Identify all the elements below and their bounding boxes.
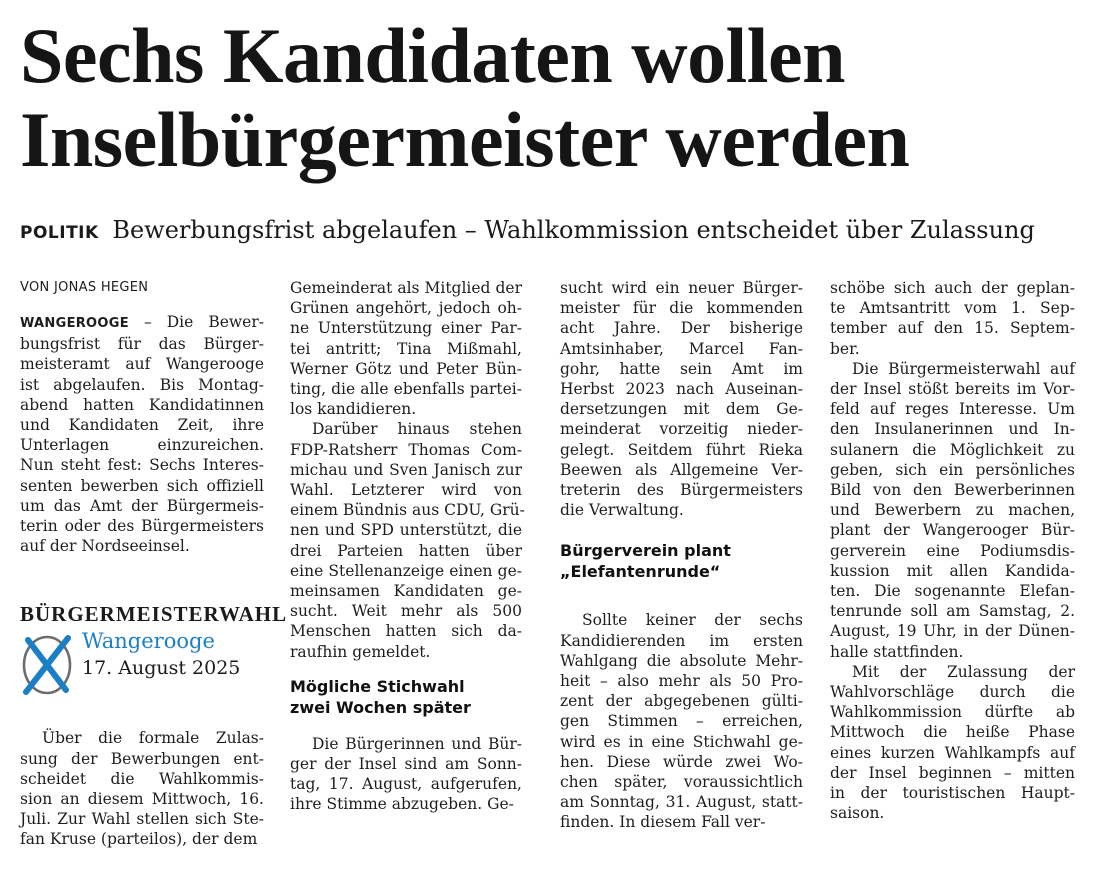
text-line: terin oder des Bürgermeisters <box>20 517 264 536</box>
text-line: Amtsinhaber, Marcel Fan- <box>560 339 803 358</box>
text-line: Die Bürgerinnen und Bür- <box>312 734 522 753</box>
text-line: Unterlagen einzureichen. <box>20 436 264 455</box>
ballot-cross-icon <box>20 630 78 696</box>
text-line: Sollte keiner der sechs <box>582 611 803 630</box>
section-kicker: POLITIK <box>20 223 99 243</box>
text-line: eine Stellenanzeige einen ge- <box>290 561 522 580</box>
text-line: Darüber hinaus stehen <box>312 420 522 439</box>
logo-place: Wangerooge <box>82 629 215 653</box>
text-line: Grünen angehört, jedoch oh- <box>290 299 522 318</box>
text-line: geben, sich ein persönliches <box>830 460 1075 479</box>
text-line: WANGEROOGE – Die Bewer- <box>20 313 264 331</box>
text-line: sucht wird ein neuer Bürger- <box>560 279 803 297</box>
subheading-line: zwei Wochen später <box>290 697 471 717</box>
text-line: Wahlgang die absolute Mehr- <box>560 651 803 670</box>
dateline: WANGEROOGE <box>20 316 129 331</box>
text-line: gen Stimmen – erreichen, <box>560 712 803 731</box>
text-line: feld auf reges Interesse. Um <box>830 400 1075 419</box>
text-line: hen. Diese würde zwei Wo- <box>560 752 803 771</box>
section-subheading <box>290 676 522 718</box>
paragraph <box>560 610 803 832</box>
text-line: meisteramt auf Wangerooge <box>20 355 264 374</box>
text-line: finden. In diesem Fall ver- <box>560 813 766 832</box>
logo-title: BÜRGERMEISTERWAHL <box>20 602 288 626</box>
paragraph <box>830 359 1075 662</box>
text-line: los kandidieren. <box>290 400 417 419</box>
text-line: die Verwaltung. <box>560 501 684 520</box>
column-1 <box>20 278 264 850</box>
text-line: heit – also mehr als 50 Pro- <box>560 672 803 691</box>
text-line: ting, die alle ebenfalls partei- <box>290 380 522 399</box>
text-line: Über die formale Zulas- <box>42 729 264 748</box>
text-line: auf der Nordseeinsel. <box>20 537 190 556</box>
text-line: raufhin gemeldet. <box>290 642 431 661</box>
text-line: plant der Wangerooger Bür- <box>830 521 1075 540</box>
intro-paragraph <box>20 312 264 556</box>
text-line: August, 19 Uhr, in der Dünen- <box>830 622 1075 641</box>
text-line: ne Unterstützung einer Par- <box>290 319 522 338</box>
text-line: ihre Stimme abzugeben. Ge- <box>290 795 514 814</box>
text-line: treterin des Bürgermeisters <box>560 481 803 500</box>
paragraph <box>290 734 522 815</box>
text-line: saison. <box>830 804 885 823</box>
text-line: sung der Bewerbungen ent- <box>20 749 264 768</box>
text-line: drei Parteien hatten über <box>290 541 522 560</box>
subheading-line: Mögliche Stichwahl <box>290 676 465 696</box>
logo-date: 17. August 2025 <box>82 657 241 679</box>
column-4 <box>830 278 1075 823</box>
text-line: meinsamen Kandidaten ge- <box>290 582 522 601</box>
text-line: schöbe sich auch der geplan- <box>830 279 1075 297</box>
text-line: michau und Sven Janisch zur <box>290 460 522 479</box>
text-line: ber. <box>830 339 860 358</box>
text-line: te Amtsantritt vom 1. Sep- <box>830 299 1075 318</box>
text-line: sulanern die Möglichkeit zu <box>830 440 1075 459</box>
text-line: Gemeinderat als Mitglied der <box>290 279 522 297</box>
text-line: scheidet die Wahlkommis- <box>20 769 264 788</box>
text-line: ten. Die sogenannte Elefan- <box>830 582 1075 601</box>
text-line: meister für die kommenden <box>560 299 803 318</box>
text-line: Mit der Zulassung der <box>852 662 1075 681</box>
text-line: Nun steht fest: Sechs Interes- <box>20 456 264 475</box>
text-line: Werner Götz und Peter Bün- <box>290 359 522 378</box>
paragraph <box>20 728 264 849</box>
text-line: kussion mit allen Kandida- <box>830 561 1075 580</box>
text-line: FDP-Ratsherr Thomas Com- <box>290 440 522 459</box>
text-line: zent der abgegebenen gülti- <box>560 692 803 711</box>
paragraph <box>830 662 1075 824</box>
subheading-line: Bürgerverein plant <box>560 541 731 561</box>
text-line: tenrunde soll am Samstag, 2. <box>830 602 1075 621</box>
text-line: in der touristischen Haupt- <box>830 784 1075 803</box>
section-subheading <box>560 540 803 582</box>
column-3 <box>560 278 803 833</box>
text-line: Bild von den Bewerberinnen <box>830 481 1075 500</box>
paragraph <box>290 419 525 661</box>
text-line: tag, 17. August, aufgerufen, <box>290 775 522 794</box>
text-line: nen und SPD unterstützt, die <box>290 521 522 540</box>
text-line: Wahlvorschläge durch die <box>830 683 1075 702</box>
text-line: chen später, voraussichtlich <box>560 773 803 792</box>
text-line: meinderat vorzeitig nieder- <box>560 420 803 439</box>
headline <box>20 14 1090 182</box>
text-line: ger der Insel sind am Sonn- <box>290 755 522 774</box>
text-line: gerverein eine Podiumsdis- <box>830 541 1075 560</box>
text-line: ist abgelaufen. Bis Montag- <box>20 375 264 394</box>
text-line: gelegt. Seitdem führt Rieka <box>560 440 803 459</box>
text-line: den Insulanerinnen und In- <box>830 420 1075 439</box>
paragraph <box>830 278 1075 359</box>
text-line: Wahl. Letzterer wird von <box>290 481 522 500</box>
text-line: Mittwoch die heiße Phase <box>830 723 1075 742</box>
text-line: Menschen hatten sich da- <box>290 622 522 641</box>
text-line: abend hatten Kandidatinnen <box>20 395 264 414</box>
subheadline-text: Bewerbungsfrist abgelaufen – Wahlkommission entscheidet über Zulassung <box>112 216 1035 244</box>
text-line: Herbst 2023 nach Auseinan- <box>560 380 803 399</box>
subheadline <box>20 213 1090 250</box>
text-line: acht Jahre. Der bisherige <box>560 319 803 338</box>
text-line: der Insel stößt bereits im Vor- <box>830 380 1075 399</box>
column-2 <box>290 278 525 815</box>
text-line: dersetzungen mit dem Ge- <box>560 400 803 419</box>
subheading-line: „Elefantenrunde“ <box>560 562 721 582</box>
text-line: Wahlkommission dürfte ab <box>830 703 1075 722</box>
text-line: Beewen als Allgemeine Ver- <box>560 460 803 479</box>
text-line: tei antritt; Tina Mißmahl, <box>290 339 522 358</box>
text-line: gohr, hatte sein Amt im <box>560 359 803 378</box>
paragraph <box>560 278 803 520</box>
text-line: bungsfrist für das Bürger- <box>20 335 264 354</box>
byline: VON JONAS HEGEN <box>20 280 149 295</box>
text-line: Die Bürgermeisterwahl auf <box>852 359 1075 378</box>
text-line: eines kurzen Wahlkampfs auf <box>830 743 1075 762</box>
paragraph <box>290 278 522 419</box>
text-line: tember auf den 15. Septem- <box>830 319 1075 338</box>
text-line: halle stattfinden. <box>830 642 964 661</box>
text-line: der Insel beginnen – mitten <box>830 763 1075 782</box>
text-line: und Kandidaten Zeit, ihre <box>20 416 264 435</box>
text-line: senten bewerben sich offiziell <box>20 476 264 495</box>
text-line: Juli. Zur Wahl stellen sich Ste- <box>20 810 264 829</box>
text-line: wird es in eine Stichwahl ge- <box>560 732 803 751</box>
headline-line-1: Sechs Kandidaten wollen <box>20 12 845 99</box>
election-logo <box>20 602 288 694</box>
text-line: sucht. Weit mehr als 500 <box>290 602 522 621</box>
text-line: am Sonntag, 31. August, statt- <box>560 793 803 812</box>
text-line: einem Bündnis aus CDU, Grü- <box>290 501 525 520</box>
text-line: und Bewerbern zu machen, <box>830 501 1075 520</box>
text-line: sion an diesem Mittwoch, 16. <box>20 790 264 809</box>
text-line: fan Kruse (parteilos), der dem <box>20 830 258 849</box>
headline-line-2: Inselbürgermeister werden <box>20 96 910 183</box>
text-line: Kandidierenden im ersten <box>560 631 803 650</box>
text-line: um das Amt der Bürgermeis- <box>20 496 264 515</box>
